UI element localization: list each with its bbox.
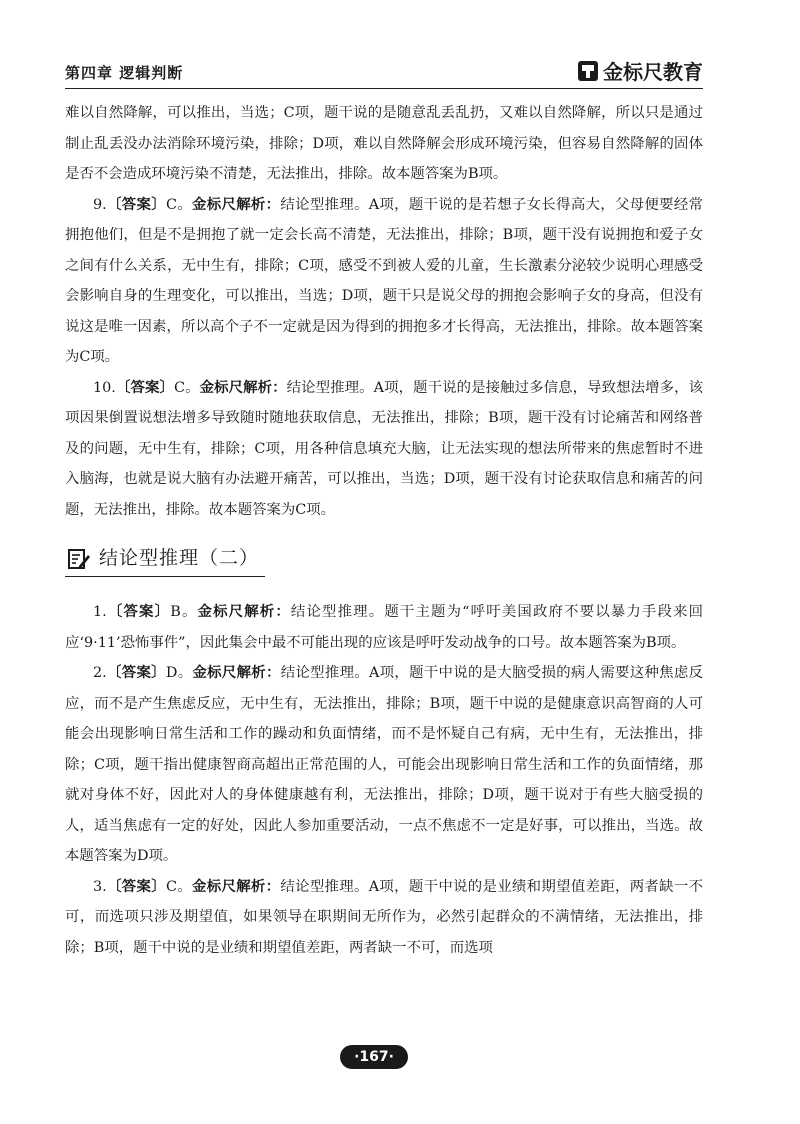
continued-paragraph: 难以自然降解，可以推出，当选；C项，题干说的是随意乱丢乱扔，又难以自然降解，所以只是通过制止乱丢没办法消除环境污染，排除；D项，难以自然降解会形成环境污染，但容易自然降解的固体是否不会造成环境污染不清楚，无法推出，排除。故本题答案为B项。 bbox=[65, 105, 703, 182]
section-title: 结论型推理（二） bbox=[99, 547, 260, 570]
page-content bbox=[65, 98, 703, 963]
brand-logo bbox=[577, 56, 703, 85]
answer-item-3: 3.〔答案〕C。金标尺解析：结论型推理。A项，题干中说的是业绩和期望值差距，两者缺一不可，而选项只涉及期望值，如果领导在职期间无所作为，必然引起群众的不满情绪，无法推出，排除；B项，题干中说的是业绩和期望值差距，两者缺一不可，而选项 bbox=[65, 878, 703, 956]
page-header bbox=[65, 56, 703, 88]
chapter-title: 第四章 逻辑判断 bbox=[65, 64, 184, 82]
brand-mark-icon bbox=[577, 60, 599, 82]
page-number: ·167· bbox=[340, 1045, 408, 1069]
answer-item-1: 1.〔答案〕B。金标尺解析：结论型推理。题干主题为“呼吁美国政府不要以暴力手段来回应‘9·11’恐怖事件”，因此集会中最不可能出现的应该是呼吁发动战争的口号。故本题答案为B项。 bbox=[65, 604, 703, 651]
answer-item-10: 10.〔答案〕C。金标尺解析：结论型推理。A项，题干说的是接触过多信息，导致想法增多，该项因果倒置说想法增多导致随时随地获取信息，无法推出，排除；B项，题干没有讨论痛苦和网络普及的问题，无中生有，排除；C项，用各种信息填充大脑，让无法实现的想法所带来的焦虑暂时不进入脑海，也就是说大脑有办法避开痛苦，可以推出，当选；D项，题干没有讨论获取信息和痛苦的问题，无法推出，排除。故本题答案为C项。 bbox=[65, 379, 703, 518]
answer-item-9: 9.〔答案〕C。金标尺解析：结论型推理。A项，题干说的是若想子女长得高大，父母便要经常拥抱他们，但是不是拥抱了就一定会长高不清楚，无法推出，排除；B项，题干没有说拥抱和爱子女之间有什么关系，无中生有，排除；C项，感受不到被人爱的儿童，生长激素分泌较少说明心理感受会影响自身的生理变化，可以推出，当选；D项，题干只是说父母的拥抱会影响子女的身高，但没有说这是唯一因素，所以高个子不一定就是因为得到的拥抱多才长得高，无法推出，排除。故本题答案为C项。 bbox=[65, 196, 703, 365]
edit-note-icon bbox=[67, 547, 91, 571]
header-divider bbox=[65, 88, 703, 89]
answer-item-2: 2.〔答案〕D。金标尺解析：结论型推理。A项，题干中说的是大脑受损的病人需要这种焦虑反应，而不是产生焦虑反应，无中生有，无法推出，排除；B项，题干中说的是健康意识高智商的人可能会出现影响日常生活和工作的躁动和负面情绪，而不是怀疑自己有病，无中生有，无法推出，排除；C项，题干指出健康智商高超出正常范围的人，可能会出现影响日常生活和工作的负面情绪，那就对身体不好，因此对人的身体健康越有利，无法推出，排除；D项，题干说对于有些大脑受损的人，适当焦虑有一定的好处，因此人参加重要活动，一点不焦虑不一定是好事，可以推出，当选。故本题答案为D项。 bbox=[65, 665, 703, 864]
section-heading bbox=[65, 531, 703, 589]
brand-name: 金标尺教育 bbox=[603, 60, 703, 84]
